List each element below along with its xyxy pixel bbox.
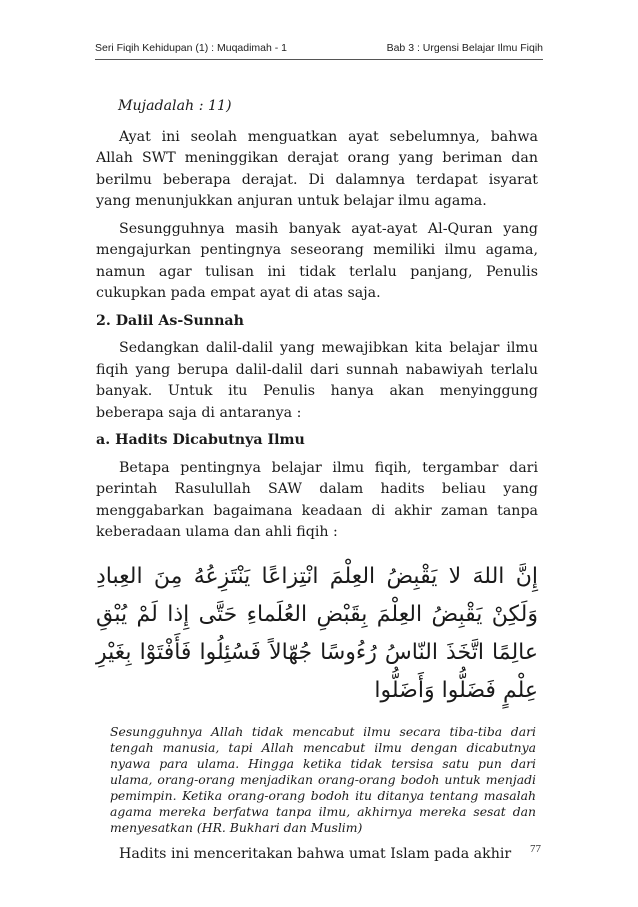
quran-reference: Mujadalah : 11): [118, 98, 232, 114]
paragraph-1: Ayat ini seolah menguatkan ayat sebelumnya, bahwa Allah SWT meninggikan derajat orang yang beriman dan berilmu beberapa derajat. Di dalamnya terdapat isyarat yang menunjukkan anjuran untuk belajar ilmu agama.: [96, 128, 538, 209]
subsection-heading-hadith: a. Hadits Dicabutnya Ilmu: [96, 432, 305, 448]
page-number: 77: [530, 843, 541, 855]
arabic-hadith-text: إِنَّ اللهَ لا يَقْبِضُ العِلْمَ انْتِزاعًا يَنْتَزِعُهُ مِنَ العِبادِ وَلَكِنْ يَقْبِضُ العِلْمَ بِقَبْضِ العُلَماءِ حَتَّى إِذا لَمْ يُبْقِ عالِمًا اتَّخَذَ النّاسُ رُءُوسًا جُهّالاً فَسُئِلُوا فَأَفْتَوْا بِغَيْرِ عِلْمٍ فَضَلُّوا وَأَضَلُّوا: [96, 563, 538, 703]
header-rule: [95, 59, 543, 60]
hadith-translation: Sesungguhnya Allah tidak mencabut ilmu secara tiba-tiba dari tengah manusia, tapi Allah mencabut ilmu dengan dicabutnya nyawa para ulama. Hingga ketika tidak tersisa satu pun dari ulama, orang-orang menjadikan orang-orang bodoh untuk menjadi pemimpin. Ketika orang-orang bodoh itu ditanya tentang masalah agama mereka berfatwa tanpa ilmu, akhirnya mereka sesat dan menyesatkan (HR. Bukhari dan Muslim): [110, 723, 536, 835]
running-header: [95, 42, 543, 54]
page-body: [96, 96, 538, 865]
header-chapter-title: Bab 3 : Urgensi Belajar Ilmu Fiqih: [386, 42, 543, 54]
paragraph-4: Betapa pentingnya belajar ilmu fiqih, tergambar dari perintah Rasulullah SAW dalam hadits beliau yang menggabarkan bagaimana keadaan di akhir zaman tanpa keberadaan ulama dan ahli fiqih :: [96, 459, 538, 540]
header-series-title: Seri Fiqih Kehidupan (1) : Muqadimah - 1: [95, 42, 288, 54]
section-heading-sunnah: 2. Dalil As-Sunnah: [96, 312, 244, 329]
paragraph-2: Sesungguhnya masih banyak ayat-ayat Al-Quran yang mengajurkan pentingnya seseorang memiliki ilmu agama, namun agar tulisan ini tidak terlalu panjang, Penulis cukupkan pada empat ayat di atas saja.: [96, 220, 538, 301]
paragraph-3: Sedangkan dalil-dalil yang mewajibkan kita belajar ilmu fiqih yang berupa dalil-dalil dari sunnah nabawiyah terlalu banyak. Untuk itu Penulis hanya akan menyinggung beberapa saja di antaranya :: [96, 340, 538, 421]
paragraph-5: Hadits ini menceritakan bahwa umat Islam pada akhir: [119, 845, 512, 862]
